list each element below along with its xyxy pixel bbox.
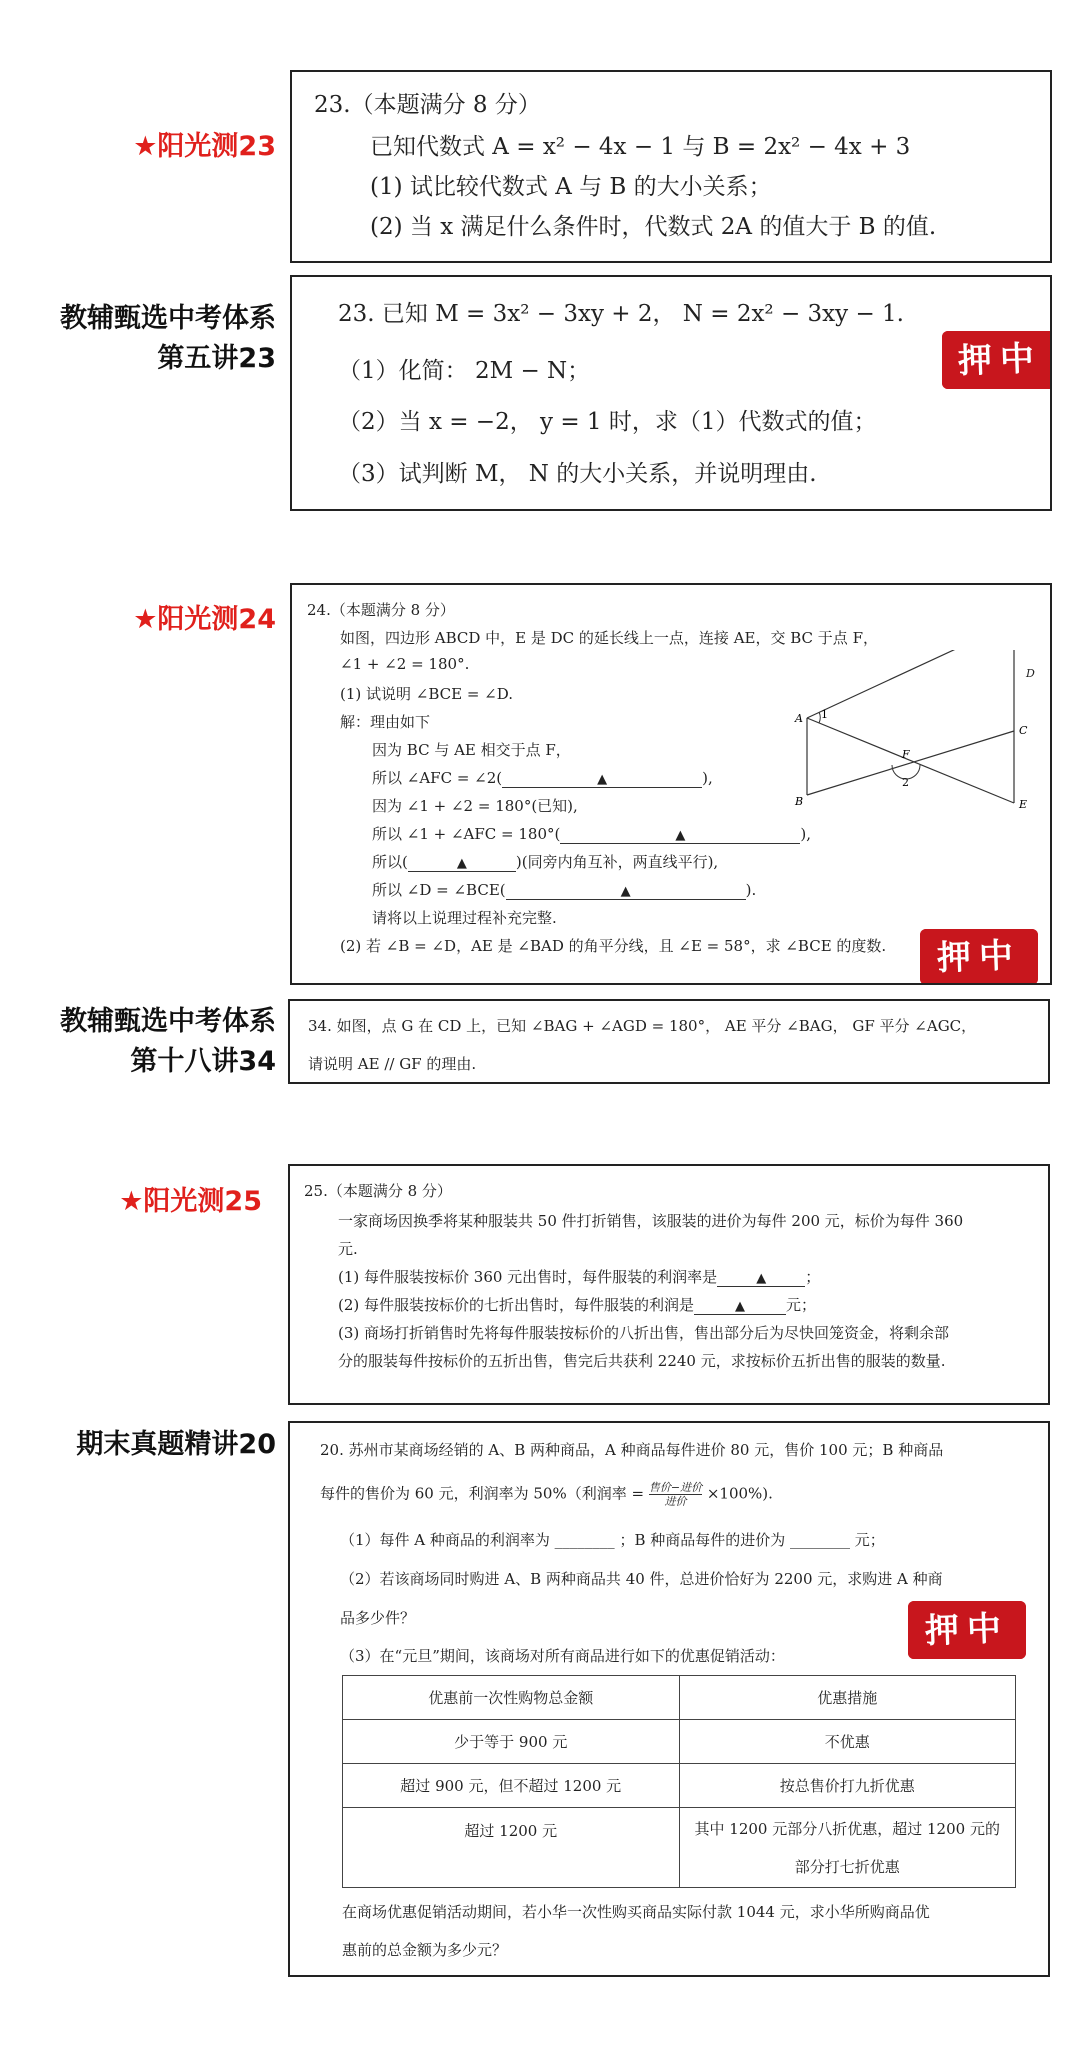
q5-l5-tail: 元； xyxy=(786,1296,817,1314)
q6-l2-text: 每件的售价为 60 元，利润率为 50%（利润率 = xyxy=(320,1484,645,1503)
q3-line-5: 解：理由如下 xyxy=(340,713,431,731)
table-cell xyxy=(679,1808,1016,1888)
fig-line-AD xyxy=(807,650,1014,718)
q3-blank-2-mark: ▲ xyxy=(675,828,686,843)
table-row xyxy=(343,1676,1016,1720)
question-card-yangguang-25 xyxy=(288,1164,1050,1405)
yazhong-stamp: 押中 xyxy=(942,331,1052,389)
q5-l4-text: (1) 每件服装按标价 360 元出售时，每件服装的利润率是 xyxy=(338,1268,718,1286)
table-cell-line-2: 部分打七折优惠 xyxy=(794,1857,900,1876)
q3-l9-tail: ), xyxy=(800,825,811,843)
label-jiaofu-5-line1: 教辅甄选中考体系 xyxy=(60,303,276,334)
q3-line-8: 因为 ∠1 + ∠2 = 180°(已知), xyxy=(372,797,578,815)
question-card-yangguang-24 xyxy=(290,583,1052,985)
fig-label-C: C xyxy=(1019,724,1028,737)
q2-line-3: （2）当 x = −2， y = 1 时，求（1）代数式的值； xyxy=(338,409,877,435)
q3-blank-3-mark: ▲ xyxy=(456,856,467,871)
q3-l10-tail: )(同旁内角互补，两直线平行), xyxy=(515,853,719,871)
table-row xyxy=(343,1808,1016,1888)
table-cell: 超过 900 元，但不超过 1200 元 xyxy=(343,1764,680,1808)
q6-fraction-numerator: 售价−进价 xyxy=(648,1481,703,1494)
q5-line-7: 分的服装每件按标价的五折出售，售完后共获利 2240 元，求按标价五折出售的服装的数量. xyxy=(338,1352,946,1370)
q1-line-2: 已知代数式 A = x² − 4x − 1 与 B = 2x² − 4x + 3 xyxy=(370,134,911,160)
q5-blank-2 xyxy=(694,1296,786,1315)
q5-line-4 xyxy=(338,1266,820,1287)
q6-l2-tail: ×100%). xyxy=(706,1484,773,1503)
q5-blank-2-mark: ▲ xyxy=(735,1299,746,1314)
yazhong-stamp: 押中 xyxy=(908,1601,1026,1659)
q3-l7-tail: ), xyxy=(702,769,713,787)
q6-line-2 xyxy=(320,1481,773,1508)
q2-line-4: （3）试判断 M， N 的大小关系，并说明理由. xyxy=(338,461,817,487)
q4-line-1: 34. 如图，点 G 在 CD 上，已知 ∠BAG + ∠AGD = 180°， AE 平分 ∠BAG， GF 平分 ∠AGC， xyxy=(308,1017,977,1035)
q3-line-13: (2) 若 ∠B = ∠D，AE 是 ∠BAD 的角平分线，且 ∠E = 58°，求 ∠BCE 的度数. xyxy=(340,937,887,955)
q3-l10-text: 所以( xyxy=(372,853,408,871)
q3-line-3: ∠1 + ∠2 = 180°. xyxy=(340,655,470,673)
q6-line-8: 惠前的总金额为多少元？ xyxy=(342,1941,508,1959)
q6-line-5: 品多少件？ xyxy=(340,1609,416,1627)
question-card-yangguang-23 xyxy=(290,70,1052,263)
q3-line-11 xyxy=(372,879,756,900)
q5-line-1: 25.（本题满分 8 分） xyxy=(304,1182,452,1200)
table-cell: 按总售价打九折优惠 xyxy=(679,1764,1016,1808)
q3-blank-1 xyxy=(502,769,702,788)
table-cell: 不优惠 xyxy=(679,1720,1016,1764)
q6-line-3: （1）每件 A 种商品的利润率为 ________ ；B 种商品每件的进价为 ________ 元； xyxy=(340,1531,885,1549)
fig-label-F: F xyxy=(902,748,910,761)
q2-line-2: （1）化简： 2M − N； xyxy=(338,358,591,384)
q3-line-6: 因为 BC 与 AE 相交于点 F， xyxy=(372,741,571,759)
q5-line-6: (3) 商场打折销售时先将每件服装按标价的八折出售，售出部分后为尽快回笼资金，将剩余部 xyxy=(338,1324,950,1342)
q5-line-2: 一家商场因换季将某种服装共 50 件打折销售，该服装的进价为每件 200 元，标价为每件 360 xyxy=(338,1212,964,1230)
fig-label-2: 2 xyxy=(902,776,909,789)
table-header-cell: 优惠前一次性购物总金额 xyxy=(343,1676,680,1720)
question-card-jiaofu-18-34 xyxy=(288,999,1050,1084)
table-row xyxy=(343,1720,1016,1764)
label-jiaofu-18-line1: 教辅甄选中考体系 xyxy=(60,1006,276,1037)
label-qimo-20: 期末真题精讲20 xyxy=(76,1429,276,1460)
q5-line-5 xyxy=(338,1294,816,1315)
table-cell: 少于等于 900 元 xyxy=(343,1720,680,1764)
q3-l7-text: 所以 ∠AFC = ∠2( xyxy=(372,769,503,787)
discount-table xyxy=(342,1675,1016,1888)
q3-blank-2 xyxy=(560,825,800,844)
table-header-cell: 优惠措施 xyxy=(679,1676,1016,1720)
q5-line-3: 元. xyxy=(338,1240,358,1258)
label-yangguang-25: ★阳光测25 xyxy=(119,1186,262,1217)
q5-l4-tail: ； xyxy=(805,1268,821,1286)
q6-fraction xyxy=(649,1481,702,1508)
q6-line-6: （3）在“元旦”期间，该商场对所有商品进行如下的优惠促销活动： xyxy=(340,1647,785,1665)
q6-line-1: 20. 苏州市某商场经销的 A、B 两种商品，A 种商品每件进价 80 元，售价 100 元；B 种商品 xyxy=(320,1441,944,1459)
question-card-jiaofu-5-23 xyxy=(290,275,1052,511)
q3-l9-text: 所以 ∠1 + ∠AFC = 180°( xyxy=(372,825,561,843)
fig-label-D: D xyxy=(1026,667,1035,680)
q3-l11-text: 所以 ∠D = ∠BCE( xyxy=(372,881,506,899)
q6-fraction-denominator: 进价 xyxy=(664,1495,687,1508)
q5-blank-1-mark: ▲ xyxy=(756,1271,767,1286)
q1-line-1: 23.（本题满分 8 分） xyxy=(314,92,541,118)
q5-l5-text: (2) 每件服装按标价的七折出售时，每件服装的利润是 xyxy=(338,1296,695,1314)
q5-blank-1 xyxy=(717,1268,805,1287)
q6-line-4: （2）若该商场同时购进 A、B 两种商品共 40 件，总进价恰好为 2200 元，求购进 A 种商 xyxy=(340,1570,943,1588)
q3-line-4: (1) 试说明 ∠BCE = ∠D. xyxy=(340,685,514,703)
fig-label-B: B xyxy=(795,795,804,808)
q3-line-12: 请将以上说理过程补充完整. xyxy=(372,909,557,927)
q3-line-1: 24.（本题满分 8 分） xyxy=(307,601,455,619)
table-cell: 超过 1200 元 xyxy=(343,1808,680,1888)
fig-line-AE xyxy=(807,718,1014,803)
q3-blank-3 xyxy=(408,853,516,872)
q6-line-7: 在商场优惠促销活动期间，若小华一次性购买商品实际付款 1044 元，求小华所购商品优 xyxy=(342,1903,930,1921)
fig-line-BC xyxy=(807,731,1014,795)
fig-label-E: E xyxy=(1019,798,1028,811)
q3-line-7 xyxy=(372,767,713,788)
table-cell-line-1: 其中 1200 元部分八折优惠，超过 1200 元的 xyxy=(694,1819,1000,1838)
label-jiaofu-5-line2: 第五讲23 xyxy=(157,343,276,374)
label-yangguang-24: ★阳光测24 xyxy=(133,604,276,635)
q3-l11-tail: ). xyxy=(745,881,757,899)
q3-blank-1-mark: ▲ xyxy=(597,772,608,787)
q3-blank-4 xyxy=(506,881,746,900)
q3-blank-4-mark: ▲ xyxy=(620,884,631,899)
label-jiaofu-18-line2: 第十八讲34 xyxy=(130,1046,276,1077)
table-row xyxy=(343,1764,1016,1808)
question-card-qimo-20 xyxy=(288,1421,1050,1977)
q3-line-2: 如图，四边形 ABCD 中，E 是 DC 的延长线上一点，连接 AE，交 BC 于点 F， xyxy=(340,629,878,647)
q3-line-10 xyxy=(372,851,718,872)
q4-line-2: 请说明 AE // GF 的理由. xyxy=(308,1055,477,1073)
q3-line-9 xyxy=(372,823,811,844)
label-yangguang-23: ★阳光测23 xyxy=(133,131,276,162)
yazhong-stamp: 押中 xyxy=(920,929,1038,985)
q2-line-1: 23. 已知 M = 3x² − 3xy + 2， N = 2x² − 3xy − 1. xyxy=(338,301,904,327)
q3-geometry-figure xyxy=(792,650,1032,890)
q1-line-4: (2) 当 x 满足什么条件时，代数式 2A 的值大于 B 的值. xyxy=(370,214,937,240)
q1-line-3: (1) 试比较代数式 A 与 B 的大小关系； xyxy=(370,174,772,200)
fig-label-1: 1 xyxy=(821,708,828,721)
fig-label-A: A xyxy=(795,712,803,725)
